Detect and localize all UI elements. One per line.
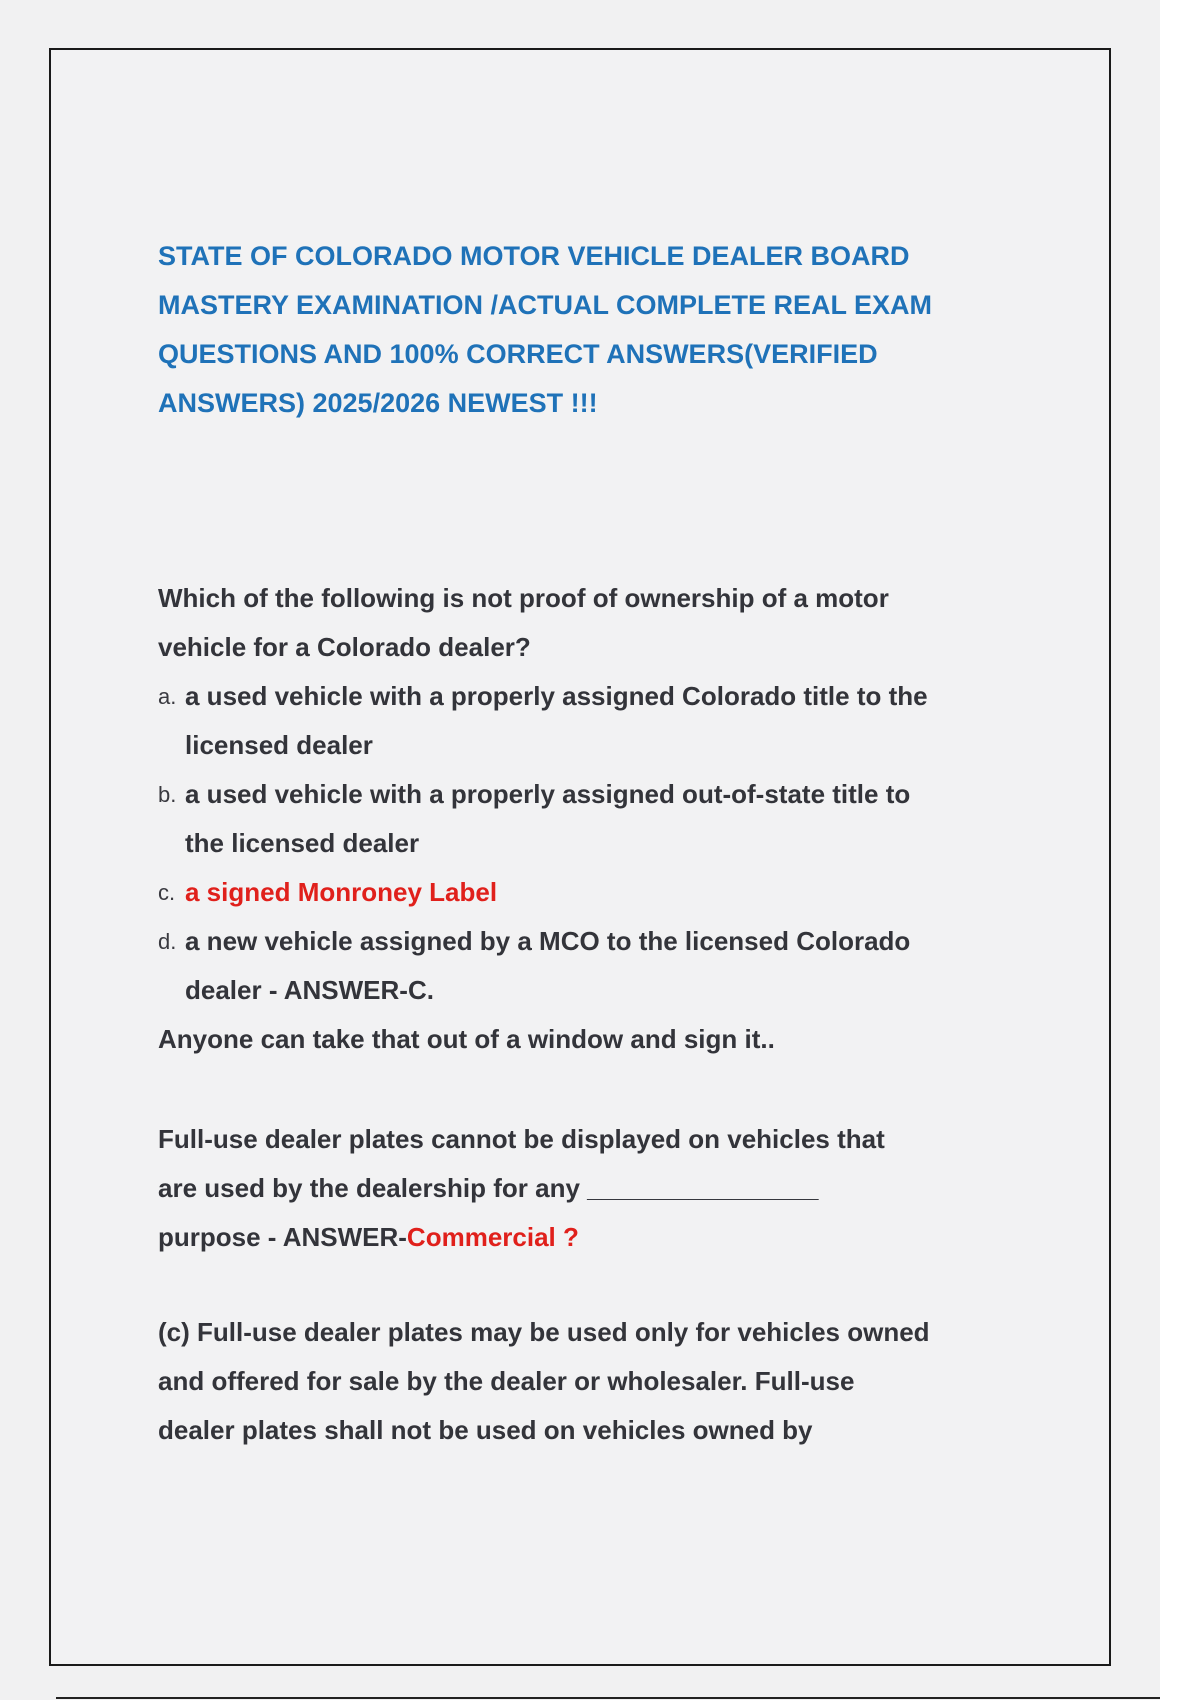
question-3-text-line: (c) Full-use dealer plates may be used only for vehicles owned <box>158 1317 930 1347</box>
right-margin-strip <box>1160 0 1200 1700</box>
question-3-text-line: and offered for sale by the dealer or wholesaler. Full-use <box>158 1366 855 1396</box>
title-line: QUESTIONS AND 100% CORRECT ANSWERS(VERIFIED <box>158 339 878 369</box>
question-1 <box>158 574 1018 1064</box>
question-2-answer-prefix: purpose - ANSWER- <box>158 1222 407 1252</box>
option-a-letter: a. <box>158 684 177 709</box>
option-a-text-line: a used vehicle with a properly assigned Colorado title to the <box>185 681 928 711</box>
question-2-prompt-line: Full-use dealer plates cannot be displayed on vehicles that <box>158 1124 885 1154</box>
next-page-top-border <box>56 1697 1160 1699</box>
question-1-prompt-line: vehicle for a Colorado dealer? <box>158 632 531 662</box>
title-line: STATE OF COLORADO MOTOR VEHICLE DEALER BOARD <box>158 241 910 271</box>
option-d <box>158 917 1018 1015</box>
option-d-text-line: dealer - ANSWER-C. <box>185 975 434 1005</box>
question-3-text-line: dealer plates shall not be used on vehicles owned by <box>158 1415 813 1445</box>
question-3 <box>158 1308 1018 1455</box>
question-1-explanation: Anyone can take that out of a window and sign it.. <box>158 1024 775 1054</box>
question-1-prompt-line: Which of the following is not proof of ownership of a motor <box>158 583 889 613</box>
option-d-text-line: a new vehicle assigned by a MCO to the licensed Colorado <box>185 926 911 956</box>
option-d-letter: d. <box>158 929 177 954</box>
option-b <box>158 770 1018 868</box>
option-c-correct-answer: a signed Monroney Label <box>185 877 498 907</box>
option-b-text-line: a used vehicle with a properly assigned out-of-state title to <box>185 779 911 809</box>
question-2 <box>158 1115 1018 1262</box>
option-a-text-line: licensed dealer <box>185 730 373 760</box>
option-b-text-line: the licensed dealer <box>185 828 420 858</box>
title-line: ANSWERS) 2025/2026 NEWEST !!! <box>158 388 598 418</box>
option-b-letter: b. <box>158 782 177 807</box>
option-c <box>158 868 1018 917</box>
question-2-answer: Commercial ? <box>406 1222 579 1252</box>
question-2-answer-line <box>158 1213 1018 1262</box>
question-2-prompt-line: are used by the dealership for any ________________ <box>158 1173 819 1203</box>
title-line: MASTERY EXAMINATION /ACTUAL COMPLETE REAL EXAM <box>158 290 933 320</box>
document-title <box>158 232 1018 428</box>
option-c-letter: c. <box>158 880 176 905</box>
option-a <box>158 672 1018 770</box>
